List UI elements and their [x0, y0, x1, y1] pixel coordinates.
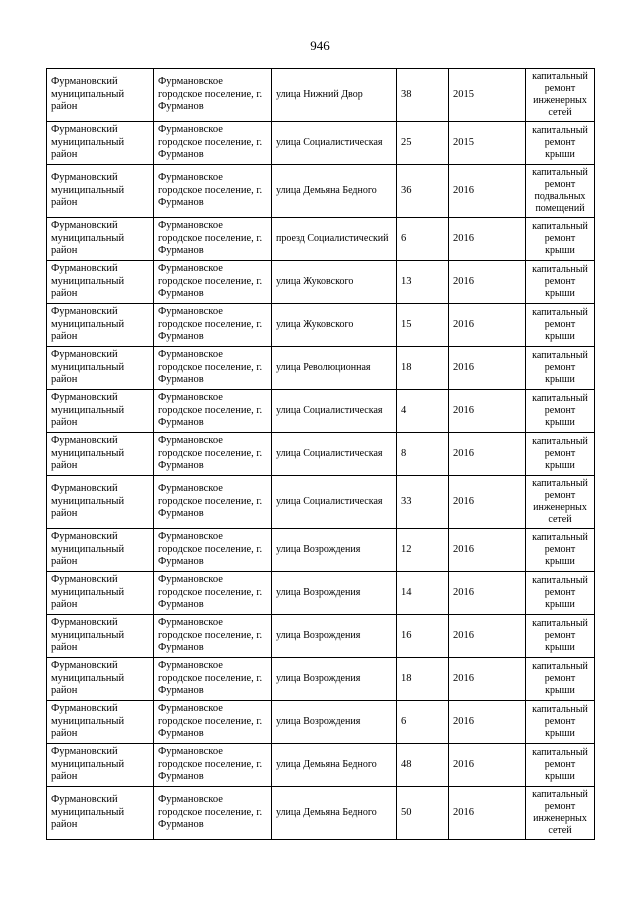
street-cell: улица Возрождения [272, 701, 397, 744]
house-number-cell: 16 [397, 615, 449, 658]
street-cell: улица Демьяна Бедного [272, 744, 397, 787]
work-type-cell: капитальный ремонт крыши [526, 347, 595, 390]
house-number-cell: 38 [397, 69, 449, 122]
district-cell: Фурмановский муниципальный район [47, 261, 154, 304]
year-cell: 2016 [449, 572, 526, 615]
house-number-cell: 6 [397, 701, 449, 744]
table-row [47, 165, 595, 218]
table-row [47, 572, 595, 615]
table-row [47, 476, 595, 529]
house-number-cell: 6 [397, 218, 449, 261]
house-number-cell: 25 [397, 122, 449, 165]
settlement-cell: Фурмановское городское поселение, г. Фурманов [154, 304, 272, 347]
house-number-cell: 14 [397, 572, 449, 615]
year-cell: 2016 [449, 744, 526, 787]
work-type-cell: капитальный ремонт крыши [526, 390, 595, 433]
district-cell: Фурмановский муниципальный район [47, 787, 154, 840]
district-cell: Фурмановский муниципальный район [47, 701, 154, 744]
table-row [47, 529, 595, 572]
table-body [47, 69, 595, 840]
year-cell: 2015 [449, 122, 526, 165]
page-number: 946 [310, 38, 330, 53]
year-cell: 2016 [449, 476, 526, 529]
street-cell: улица Социалистическая [272, 476, 397, 529]
street-cell: улица Возрождения [272, 658, 397, 701]
table-row [47, 261, 595, 304]
table-row [47, 433, 595, 476]
district-cell: Фурмановский муниципальный район [47, 122, 154, 165]
district-cell: Фурмановский муниципальный район [47, 529, 154, 572]
district-cell: Фурмановский муниципальный район [47, 347, 154, 390]
year-cell: 2016 [449, 304, 526, 347]
table-row [47, 304, 595, 347]
table-row [47, 744, 595, 787]
district-cell: Фурмановский муниципальный район [47, 744, 154, 787]
district-cell: Фурмановский муниципальный район [47, 476, 154, 529]
table-row [47, 701, 595, 744]
settlement-cell: Фурмановское городское поселение, г. Фурманов [154, 572, 272, 615]
house-number-cell: 8 [397, 433, 449, 476]
work-type-cell: капитальный ремонт крыши [526, 572, 595, 615]
street-cell: улица Демьяна Бедного [272, 787, 397, 840]
settlement-cell: Фурмановское городское поселение, г. Фурманов [154, 787, 272, 840]
settlement-cell: Фурмановское городское поселение, г. Фурманов [154, 529, 272, 572]
district-cell: Фурмановский муниципальный район [47, 218, 154, 261]
work-type-cell: капитальный ремонт инженерных сетей [526, 476, 595, 529]
settlement-cell: Фурмановское городское поселение, г. Фурманов [154, 701, 272, 744]
year-cell: 2016 [449, 165, 526, 218]
settlement-cell: Фурмановское городское поселение, г. Фурманов [154, 347, 272, 390]
year-cell: 2015 [449, 69, 526, 122]
settlement-cell: Фурмановское городское поселение, г. Фурманов [154, 69, 272, 122]
settlement-cell: Фурмановское городское поселение, г. Фурманов [154, 122, 272, 165]
work-type-cell: капитальный ремонт крыши [526, 304, 595, 347]
street-cell: улица Социалистическая [272, 122, 397, 165]
work-type-cell: капитальный ремонт инженерных сетей [526, 787, 595, 840]
district-cell: Фурмановский муниципальный район [47, 69, 154, 122]
street-cell: улица Социалистическая [272, 390, 397, 433]
street-cell: улица Возрождения [272, 572, 397, 615]
settlement-cell: Фурмановское городское поселение, г. Фурманов [154, 615, 272, 658]
table-row [47, 658, 595, 701]
house-number-cell: 18 [397, 347, 449, 390]
table-row [47, 787, 595, 840]
table-row [47, 347, 595, 390]
settlement-cell: Фурмановское городское поселение, г. Фурманов [154, 390, 272, 433]
year-cell: 2016 [449, 658, 526, 701]
street-cell: улица Революционная [272, 347, 397, 390]
district-cell: Фурмановский муниципальный район [47, 304, 154, 347]
year-cell: 2016 [449, 218, 526, 261]
house-number-cell: 12 [397, 529, 449, 572]
work-type-cell: капитальный ремонт крыши [526, 122, 595, 165]
work-type-cell: капитальный ремонт подвальных помещений [526, 165, 595, 218]
house-number-cell: 50 [397, 787, 449, 840]
settlement-cell: Фурмановское городское поселение, г. Фурманов [154, 433, 272, 476]
district-cell: Фурмановский муниципальный район [47, 433, 154, 476]
settlement-cell: Фурмановское городское поселение, г. Фурманов [154, 658, 272, 701]
table-row [47, 69, 595, 122]
work-type-cell: капитальный ремонт крыши [526, 529, 595, 572]
work-type-cell: капитальный ремонт крыши [526, 744, 595, 787]
house-number-cell: 4 [397, 390, 449, 433]
work-type-cell: капитальный ремонт крыши [526, 218, 595, 261]
district-cell: Фурмановский муниципальный район [47, 615, 154, 658]
repair-registry-table [46, 68, 595, 840]
year-cell: 2016 [449, 433, 526, 476]
table-row [47, 615, 595, 658]
year-cell: 2016 [449, 787, 526, 840]
house-number-cell: 18 [397, 658, 449, 701]
street-cell: улица Нижний Двор [272, 69, 397, 122]
year-cell: 2016 [449, 347, 526, 390]
year-cell: 2016 [449, 615, 526, 658]
work-type-cell: капитальный ремонт крыши [526, 615, 595, 658]
house-number-cell: 13 [397, 261, 449, 304]
street-cell: улица Возрождения [272, 615, 397, 658]
settlement-cell: Фурмановское городское поселение, г. Фурманов [154, 165, 272, 218]
work-type-cell: капитальный ремонт крыши [526, 658, 595, 701]
table-row [47, 122, 595, 165]
house-number-cell: 36 [397, 165, 449, 218]
settlement-cell: Фурмановское городское поселение, г. Фурманов [154, 476, 272, 529]
district-cell: Фурмановский муниципальный район [47, 165, 154, 218]
work-type-cell: капитальный ремонт крыши [526, 701, 595, 744]
street-cell: улица Жуковского [272, 304, 397, 347]
street-cell: проезд Социалистический [272, 218, 397, 261]
house-number-cell: 33 [397, 476, 449, 529]
house-number-cell: 48 [397, 744, 449, 787]
settlement-cell: Фурмановское городское поселение, г. Фурманов [154, 261, 272, 304]
house-number-cell: 15 [397, 304, 449, 347]
year-cell: 2016 [449, 701, 526, 744]
settlement-cell: Фурмановское городское поселение, г. Фурманов [154, 218, 272, 261]
district-cell: Фурмановский муниципальный район [47, 658, 154, 701]
district-cell: Фурмановский муниципальный район [47, 390, 154, 433]
work-type-cell: капитальный ремонт крыши [526, 433, 595, 476]
street-cell: улица Социалистическая [272, 433, 397, 476]
settlement-cell: Фурмановское городское поселение, г. Фурманов [154, 744, 272, 787]
street-cell: улица Жуковского [272, 261, 397, 304]
work-type-cell: капитальный ремонт крыши [526, 261, 595, 304]
work-type-cell: капитальный ремонт инженерных сетей [526, 69, 595, 122]
year-cell: 2016 [449, 261, 526, 304]
year-cell: 2016 [449, 390, 526, 433]
district-cell: Фурмановский муниципальный район [47, 572, 154, 615]
table-row [47, 218, 595, 261]
street-cell: улица Демьяна Бедного [272, 165, 397, 218]
table-row [47, 390, 595, 433]
street-cell: улица Возрождения [272, 529, 397, 572]
year-cell: 2016 [449, 529, 526, 572]
